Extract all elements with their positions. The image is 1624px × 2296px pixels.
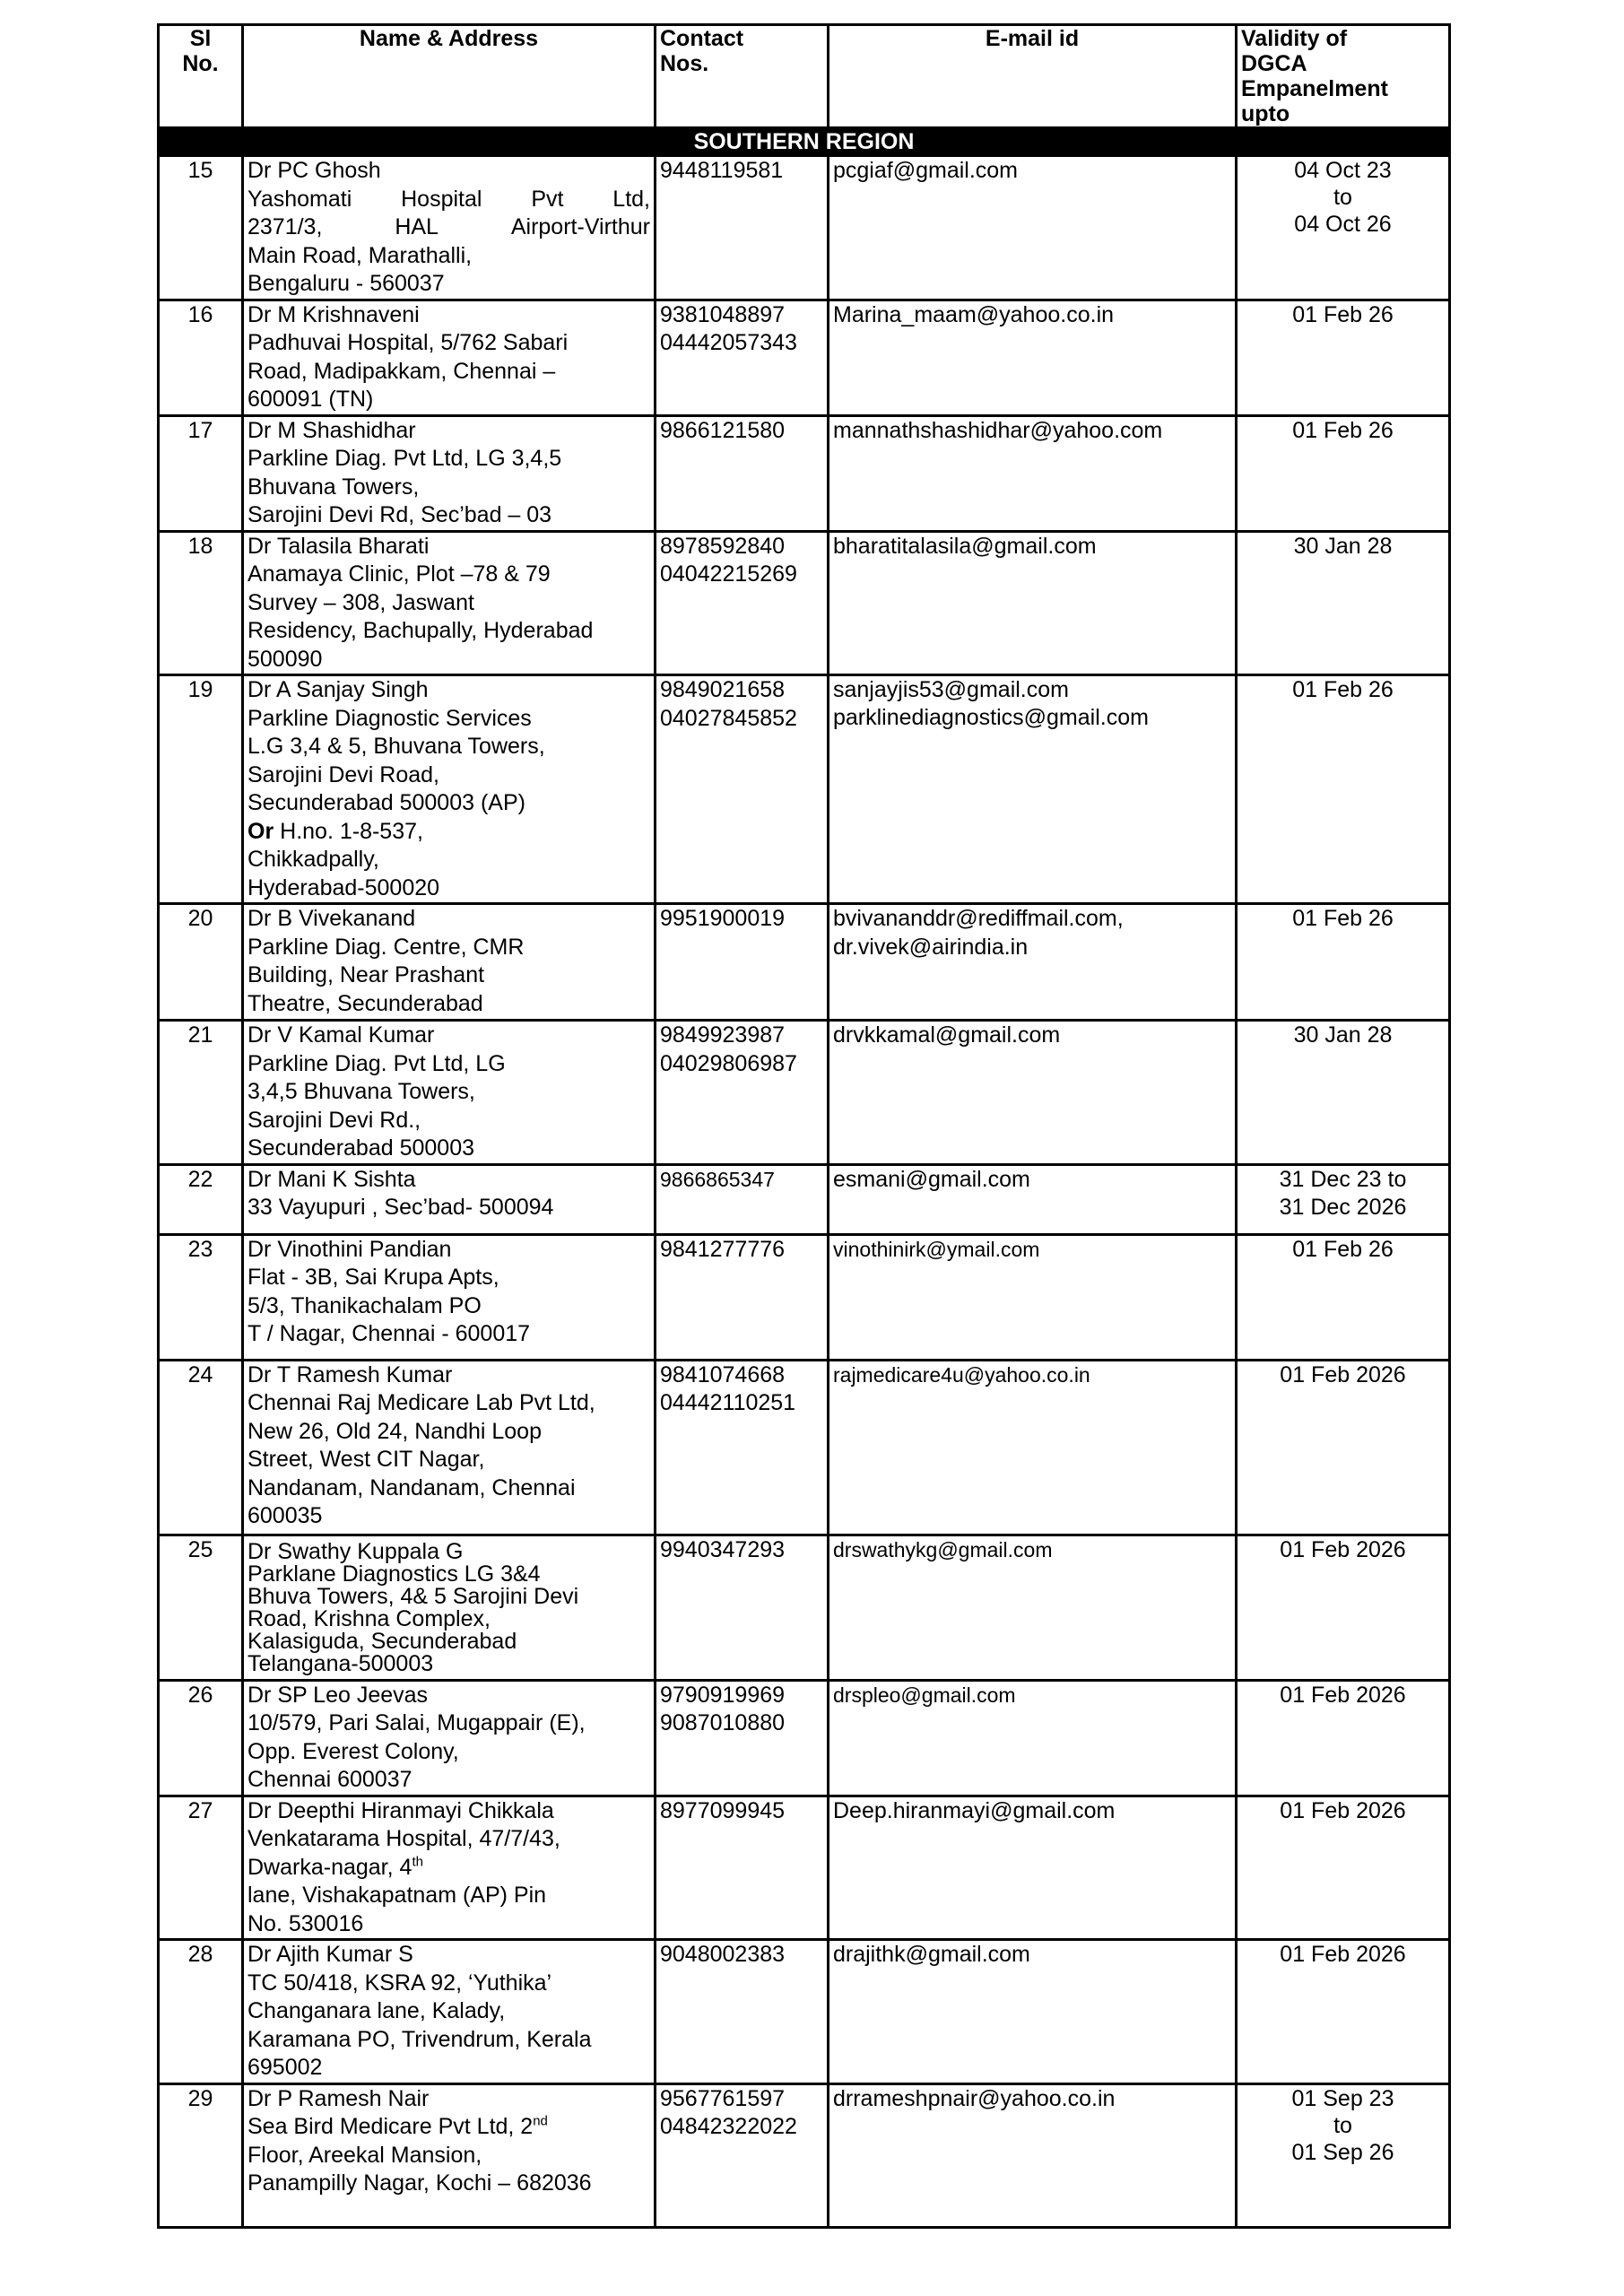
address-line: Building, Near Prashant bbox=[248, 962, 485, 987]
doctor-name: Dr Ajith Kumar S bbox=[248, 1942, 413, 1967]
address-line: Parkline Diagnostic Services bbox=[248, 705, 532, 731]
address-line: Panampilly Nagar, Kochi – 682036 bbox=[248, 2170, 592, 2196]
phone-number: 9567761597 bbox=[660, 2085, 786, 2111]
email-address: bharatitalasila@gmail.com bbox=[833, 533, 1097, 559]
phone-number: 9866865347 bbox=[660, 1167, 775, 1191]
email-cell bbox=[829, 675, 1237, 904]
address-line: Secunderabad 500003 bbox=[248, 1135, 475, 1161]
validity-cell bbox=[1237, 531, 1450, 675]
name-address-cell bbox=[243, 675, 656, 904]
phone-number: 04842322022 bbox=[660, 2114, 797, 2139]
name-address-cell bbox=[243, 531, 656, 675]
address-line: Secunderabad 500003 (AP) bbox=[248, 790, 525, 815]
address-line: Anamaya Clinic, Plot –78 & 79 bbox=[248, 561, 551, 587]
address-line: Parklane Diagnostics LG 3&4 bbox=[248, 1561, 541, 1587]
table-row bbox=[159, 531, 1450, 675]
region-title: SOUTHERN REGION bbox=[159, 128, 1450, 156]
sl-no-cell: 28 bbox=[159, 1940, 243, 2084]
region-title-row bbox=[159, 128, 1450, 156]
email-cell bbox=[829, 1796, 1237, 1940]
header-contact-nos bbox=[656, 25, 829, 128]
table-row bbox=[159, 1940, 1450, 2084]
name-address-cell bbox=[243, 415, 656, 531]
address-line: 10/579, Pari Salai, Mugappair (E), bbox=[248, 1710, 586, 1735]
address-line: Theatre, Secunderabad bbox=[248, 990, 483, 1016]
address-line: Sarojini Devi Road, bbox=[248, 761, 439, 787]
address-line: Road, Krishna Complex, bbox=[248, 1605, 491, 1631]
validity-cell bbox=[1237, 415, 1450, 531]
phone-number: 04442057343 bbox=[660, 330, 797, 355]
or-label: Or bbox=[248, 818, 274, 844]
doctor-name: Dr V Kamal Kumar bbox=[248, 1022, 435, 1048]
email-cell bbox=[829, 1360, 1237, 1535]
address-line: Chennai Raj Medicare Lab Pvt Ltd, bbox=[248, 1390, 595, 1415]
address-line bbox=[248, 2113, 650, 2142]
address-line: Parkline Diag. Pvt Ltd, LG bbox=[248, 1050, 506, 1076]
sl-no-cell: 26 bbox=[159, 1680, 243, 1796]
address-line: Opp. Everest Colony, bbox=[248, 1738, 459, 1764]
address-line: L.G 3,4 & 5, Bhuvana Towers, bbox=[248, 734, 545, 759]
contact-cell bbox=[656, 1234, 829, 1360]
table-row bbox=[159, 300, 1450, 415]
email-address: drswathykg@gmail.com bbox=[833, 1537, 1053, 1561]
address-line: Changanara lane, Kalady, bbox=[248, 1998, 506, 2023]
sl-no-cell: 21 bbox=[159, 1021, 243, 1165]
contact-cell bbox=[656, 2083, 829, 2227]
name-address-cell bbox=[243, 1535, 656, 1680]
validity-date: 31 Dec 23 to bbox=[1279, 1166, 1407, 1192]
validity-cell bbox=[1237, 1940, 1450, 2084]
address-line: Bhuva Towers, 4& 5 Sarojini Devi bbox=[248, 1583, 579, 1609]
contact-cell bbox=[656, 1940, 829, 2084]
address-line: Kalasiguda, Secunderabad bbox=[248, 1628, 517, 1654]
validity-date: 01 Feb 2026 bbox=[1280, 1536, 1406, 1562]
doctor-name: Dr T Ramesh Kumar bbox=[248, 1361, 453, 1387]
validity-cell bbox=[1237, 1535, 1450, 1680]
address-line: Chennai 600037 bbox=[248, 1767, 413, 1792]
sl-no-cell: 29 bbox=[159, 2083, 243, 2227]
address-line: Parkline Diag. Pvt Ltd, LG 3,4,5 bbox=[248, 446, 562, 471]
address-line: Floor, Areekal Mansion, bbox=[248, 2142, 482, 2168]
address-line: Venkatarama Hospital, 47/7/43, bbox=[248, 1826, 560, 1851]
table-title-section bbox=[159, 128, 1450, 156]
table-row bbox=[159, 415, 1450, 531]
name-address-cell bbox=[243, 904, 656, 1021]
validity-cell bbox=[1237, 1021, 1450, 1165]
header-validity-line: Empanelment bbox=[1241, 76, 1388, 101]
contact-cell bbox=[656, 1680, 829, 1796]
phone-number: 9940347293 bbox=[660, 1536, 786, 1562]
name-address-cell bbox=[243, 1164, 656, 1234]
email-cell bbox=[829, 904, 1237, 1021]
header-contact-line: Nos. bbox=[660, 51, 709, 76]
header-contact-line: Contact bbox=[660, 26, 744, 51]
address-line: Karamana PO, Trivendrum, Kerala bbox=[248, 2026, 592, 2052]
validity-date: 31 Dec 2026 bbox=[1279, 1195, 1407, 1220]
name-address-cell bbox=[243, 2083, 656, 2227]
address-line: 5/3, Thanikachalam PO bbox=[248, 1292, 482, 1318]
doctor-name: Dr Swathy Kuppala G bbox=[248, 1538, 464, 1564]
contact-cell bbox=[656, 1535, 829, 1680]
phone-number: 9048002383 bbox=[660, 1942, 786, 1967]
email-address: drajithk@gmail.com bbox=[833, 1942, 1030, 1967]
address-line: 600091 (TN) bbox=[248, 387, 374, 412]
validity-date: 01 Feb 2026 bbox=[1280, 1361, 1406, 1387]
phone-number: 9849923987 bbox=[660, 1022, 786, 1048]
contact-cell bbox=[656, 1021, 829, 1165]
sl-no-cell: 23 bbox=[159, 1234, 243, 1360]
address-line: Residency, Bachupally, Hyderabad bbox=[248, 618, 594, 643]
sl-no-cell: 15 bbox=[159, 156, 243, 300]
header-validity-line: Validity of bbox=[1241, 26, 1348, 51]
email-cell bbox=[829, 415, 1237, 531]
doctor-name: Dr M Shashidhar bbox=[248, 417, 416, 443]
table-row bbox=[159, 1535, 1450, 1680]
address-line: Survey – 308, Jaswant bbox=[248, 589, 474, 615]
address-line: 600035 bbox=[248, 1503, 323, 1528]
validity-date: 01 Feb 2026 bbox=[1280, 1682, 1406, 1708]
table-row bbox=[159, 904, 1450, 1021]
email-cell bbox=[829, 531, 1237, 675]
email-address: Deep.hiranmayi@gmail.com bbox=[833, 1797, 1116, 1823]
validity-date: 01 Feb 26 bbox=[1292, 301, 1394, 327]
phone-number: 04029806987 bbox=[660, 1050, 797, 1076]
email-cell bbox=[829, 2083, 1237, 2227]
table-row bbox=[159, 1021, 1450, 1165]
address-line: TC 50/418, KSRA 92, ‘Yuthika’ bbox=[248, 1970, 552, 1996]
address-line: Padhuvai Hospital, 5/762 Sabari bbox=[248, 330, 569, 355]
email-address: drrameshpnair@yahoo.co.in bbox=[833, 2085, 1116, 2111]
superscript: th bbox=[412, 1854, 423, 1870]
header-email-id: E-mail id bbox=[829, 25, 1237, 128]
validity-date: 04 Oct 23 bbox=[1294, 158, 1392, 183]
validity-date: 01 Sep 26 bbox=[1291, 2139, 1394, 2165]
header-name-address: Name & Address bbox=[243, 25, 656, 128]
phone-number: 04042215269 bbox=[660, 561, 797, 587]
table-header bbox=[159, 25, 1450, 128]
southern-region-table bbox=[157, 23, 1451, 2229]
doctor-name: Dr PC Ghosh bbox=[248, 158, 381, 183]
phone-number: 8978592840 bbox=[660, 533, 786, 559]
name-address-cell bbox=[243, 1234, 656, 1360]
address-line: Bhuvana Towers, bbox=[248, 474, 420, 500]
email-address: rajmedicare4u@yahoo.co.in bbox=[833, 1362, 1090, 1387]
address-line: 500090 bbox=[248, 646, 323, 672]
sl-no-cell: 25 bbox=[159, 1535, 243, 1680]
address-line: Chikkadpally, bbox=[248, 847, 379, 872]
contact-cell bbox=[656, 415, 829, 531]
contact-cell bbox=[656, 1796, 829, 1940]
email-cell bbox=[829, 1164, 1237, 1234]
address-line: Sarojini Devi Rd, Sec’bad – 03 bbox=[248, 502, 552, 527]
email-cell bbox=[829, 1021, 1237, 1165]
sl-no-cell: 16 bbox=[159, 300, 243, 415]
email-address: vinothinirk@ymail.com bbox=[833, 1237, 1040, 1261]
name-address-cell bbox=[243, 1940, 656, 2084]
validity-cell bbox=[1237, 156, 1450, 300]
address-line bbox=[248, 1854, 650, 1883]
email-cell bbox=[829, 1940, 1237, 2084]
header-validity-line: upto bbox=[1241, 101, 1290, 126]
validity-date: 01 Feb 26 bbox=[1292, 677, 1394, 702]
doctor-name: Dr B Vivekanand bbox=[248, 906, 416, 931]
email-cell bbox=[829, 156, 1237, 300]
email-address: drvkkamal@gmail.com bbox=[833, 1022, 1061, 1048]
sl-no-cell: 17 bbox=[159, 415, 243, 531]
contact-cell bbox=[656, 300, 829, 415]
sl-no-cell: 19 bbox=[159, 675, 243, 904]
name-address-cell bbox=[243, 300, 656, 415]
doctor-name: Dr Vinothini Pandian bbox=[248, 1236, 452, 1262]
email-cell bbox=[829, 1680, 1237, 1796]
validity-cell bbox=[1237, 675, 1450, 904]
email-address: pcgiaf@gmail.com bbox=[833, 158, 1019, 183]
validity-date: 04 Oct 26 bbox=[1294, 212, 1392, 237]
doctor-name: Dr Talasila Bharati bbox=[248, 533, 430, 559]
validity-cell bbox=[1237, 1796, 1450, 1940]
sl-no-cell: 20 bbox=[159, 904, 243, 1021]
address-line: Sarojini Devi Rd., bbox=[248, 1107, 421, 1133]
sl-no-cell: 22 bbox=[159, 1164, 243, 1234]
name-address-cell bbox=[243, 1360, 656, 1535]
phone-number: 04442110251 bbox=[660, 1390, 796, 1415]
sl-no-cell: 18 bbox=[159, 531, 243, 675]
validity-date: 01 Feb 26 bbox=[1292, 1236, 1394, 1262]
phone-number: 9790919969 bbox=[660, 1682, 786, 1708]
validity-cell bbox=[1237, 1164, 1450, 1234]
address-line: 33 Vayupuri , Sec’bad- 500094 bbox=[248, 1195, 554, 1220]
header-sl-line: No. bbox=[182, 51, 219, 76]
phone-number: 9448119581 bbox=[660, 158, 784, 183]
validity-cell bbox=[1237, 300, 1450, 415]
table-row bbox=[159, 1680, 1450, 1796]
phone-number: 9087010880 bbox=[660, 1710, 786, 1735]
phone-number: 8977099945 bbox=[660, 1797, 786, 1823]
header-validity bbox=[1237, 25, 1450, 128]
email-address: drspleo@gmail.com bbox=[833, 1683, 1016, 1707]
sl-no-cell: 24 bbox=[159, 1360, 243, 1535]
phone-number: 9951900019 bbox=[660, 906, 786, 931]
validity-date: 01 Feb 26 bbox=[1292, 417, 1394, 443]
address-line: Main Road, Marathalli, bbox=[248, 242, 473, 268]
name-address-cell bbox=[243, 1021, 656, 1165]
address-line: Road, Madipakkam, Chennai – bbox=[248, 358, 556, 384]
table-row bbox=[159, 1796, 1450, 1940]
address-line: Telangana-500003 bbox=[248, 1650, 434, 1676]
contact-cell bbox=[656, 675, 829, 904]
doctor-name: Dr SP Leo Jeevas bbox=[248, 1682, 429, 1708]
table-row bbox=[159, 1234, 1450, 1360]
doctor-name: Dr Mani K Sishta bbox=[248, 1166, 416, 1192]
address-line: 3,4,5 Bhuvana Towers, bbox=[248, 1079, 475, 1104]
name-address-cell bbox=[243, 1796, 656, 1940]
validity-date: 30 Jan 28 bbox=[1293, 1022, 1393, 1048]
phone-number: 9841277776 bbox=[660, 1236, 786, 1262]
doctor-name: Dr P Ramesh Nair bbox=[248, 2085, 430, 2111]
superscript: nd bbox=[533, 2113, 548, 2129]
document-page bbox=[157, 23, 1448, 2229]
validity-date: 30 Jan 28 bbox=[1293, 533, 1393, 559]
table-row bbox=[159, 1164, 1450, 1234]
email-address: mannathshashidhar@yahoo.com bbox=[833, 417, 1163, 443]
email-address: parklinediagnostics@gmail.com bbox=[833, 704, 1149, 730]
email-address: Marina_maam@yahoo.co.in bbox=[833, 301, 1115, 327]
doctor-name: Dr Deepthi Hiranmayi Chikkala bbox=[248, 1797, 554, 1823]
validity-cell bbox=[1237, 2083, 1450, 2227]
contact-cell bbox=[656, 1164, 829, 1234]
contact-cell bbox=[656, 531, 829, 675]
contact-cell bbox=[656, 156, 829, 300]
validity-cell bbox=[1237, 1234, 1450, 1360]
phone-number: 9381048897 bbox=[660, 301, 786, 327]
header-sl-no bbox=[159, 25, 243, 128]
validity-date: 01 Feb 26 bbox=[1292, 906, 1394, 931]
address-line: Bengaluru - 560037 bbox=[248, 271, 445, 296]
contact-cell bbox=[656, 1360, 829, 1535]
doctor-name: Dr M Krishnaveni bbox=[248, 301, 420, 327]
phone-number: 9841074668 bbox=[660, 1361, 786, 1387]
validity-cell bbox=[1237, 904, 1450, 1021]
validity-cell bbox=[1237, 1680, 1450, 1796]
address-line: Nandanam, Nandanam, Chennai bbox=[248, 1474, 576, 1500]
address-line: Flat - 3B, Sai Krupa Apts, bbox=[248, 1265, 499, 1290]
validity-date: 01 Feb 2026 bbox=[1280, 1942, 1406, 1967]
header-sl-line: Sl bbox=[189, 26, 212, 51]
address-line: lane, Vishakapatnam (AP) Pin bbox=[248, 1883, 547, 1908]
address-line: Parkline Diag. Centre, CMR bbox=[248, 934, 525, 960]
table-row bbox=[159, 2083, 1450, 2227]
address-line: 2371/3, HAL Airport-Virthur bbox=[248, 214, 650, 239]
address-line: Street, West CIT Nagar, bbox=[248, 1447, 485, 1472]
table-row bbox=[159, 1360, 1450, 1535]
sl-no-cell: 27 bbox=[159, 1796, 243, 1940]
address-text: H.no. 1-8-537, bbox=[280, 818, 423, 844]
validity-date: 01 Feb 2026 bbox=[1280, 1797, 1406, 1823]
table-row bbox=[159, 675, 1450, 904]
email-address: esmani@gmail.com bbox=[833, 1166, 1030, 1192]
address-line bbox=[248, 818, 650, 847]
address-line: New 26, Old 24, Nandhi Loop bbox=[248, 1418, 542, 1444]
table-body bbox=[159, 156, 1450, 2228]
validity-date: to bbox=[1333, 185, 1352, 210]
address-text: Sea Bird Medicare Pvt Ltd, 2 bbox=[248, 2114, 534, 2139]
table-row bbox=[159, 156, 1450, 300]
validity-date: 01 Sep 23 bbox=[1291, 2085, 1394, 2111]
email-address: dr.vivek@airindia.in bbox=[833, 934, 1029, 960]
name-address-cell bbox=[243, 1680, 656, 1796]
doctor-name: Dr A Sanjay Singh bbox=[248, 677, 429, 702]
validity-cell bbox=[1237, 1360, 1450, 1535]
address-line: Hyderabad-500020 bbox=[248, 874, 440, 900]
address-line: No. 530016 bbox=[248, 1910, 364, 1936]
email-cell bbox=[829, 300, 1237, 415]
name-address-cell bbox=[243, 156, 656, 300]
address-text: Dwarka-nagar, 4 bbox=[248, 1854, 413, 1880]
phone-number: 9866121580 bbox=[660, 417, 786, 443]
validity-date: to bbox=[1333, 2112, 1352, 2138]
email-cell bbox=[829, 1535, 1237, 1680]
address-line: Yashomati Hospital Pvt Ltd, bbox=[248, 186, 650, 212]
phone-number: 9849021658 bbox=[660, 677, 786, 702]
header-validity-line: DGCA bbox=[1241, 51, 1307, 76]
email-cell bbox=[829, 1234, 1237, 1360]
address-line: T / Nagar, Chennai - 600017 bbox=[248, 1321, 531, 1346]
email-address: sanjayjis53@gmail.com bbox=[833, 677, 1069, 702]
contact-cell bbox=[656, 904, 829, 1021]
phone-number: 04027845852 bbox=[660, 705, 797, 731]
email-address: bvivananddr@rediffmail.com, bbox=[833, 906, 1124, 931]
address-line: 695002 bbox=[248, 2055, 323, 2080]
